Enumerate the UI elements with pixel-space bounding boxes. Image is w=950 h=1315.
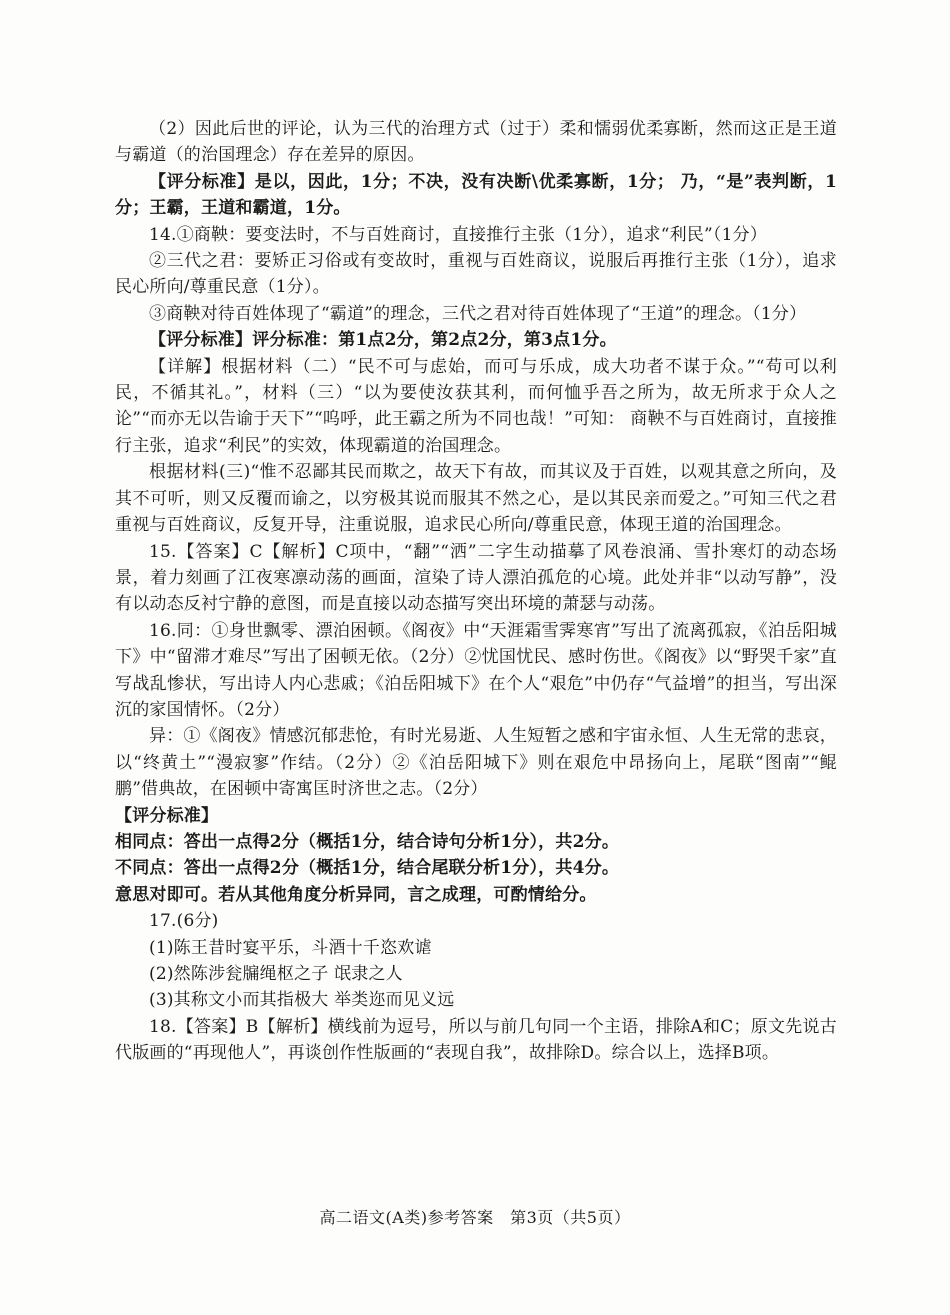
- answer-14-point1: 14.①商鞅：要变法时，不与百姓商讨，直接推行主张（1分），追求“利民”（1分）: [149, 224, 768, 245]
- answer-17-heading: 17.(6分): [149, 911, 219, 932]
- scoring-criteria-16-diff: 不同点：答出一点得2分（概括1分，结合尾联分析1分），共4分。: [115, 858, 620, 879]
- answer-17-line1: (1)陈王昔时宴平乐，斗酒十千恣欢谑: [149, 937, 432, 958]
- page-footer: 高二语文(A类)参考答案 第3页（共5页）: [319, 1208, 631, 1227]
- answer-17-line2: (2)然陈涉瓮牖绳枢之子 氓隶之人: [149, 964, 403, 984]
- answer-14-point3: ③商鞅对待百姓体现了“霸道”的理念，三代之君对待百姓体现了“王道”的理念。（1分）: [149, 303, 807, 324]
- scoring-criteria-16-heading: 【评分标准】: [115, 805, 219, 826]
- answer-15: 15.【答案】C【解析】C项中，“翻”“洒”二字生动描摹了风卷浪涌、雪扑寒灯的动态场景，着力刻画了江夜寒凛动荡的画面，渲染了诗人漂泊孤危的心境。此处并非“以动写静”，没有以动态反衬宁静的意图，而是直接以动态描写突出环境的萧瑟与动荡。: [115, 541, 837, 615]
- explanation-14: 【详解】根据材料（二）“民不可与虑始，而可与乐成，成大功者不谋于众。”“苟可以利民，不循其礼。”，材料（三）“以为要使汝获其利，而何恤乎吾之所为，故无所求于众人之论”“而亦无以告谕于天下”“呜呼，此王霸之所为不同也哉！”可知： 商鞅不与百姓商讨，直接推行主张，追求“利民”的实效，体现霸道的治国理念。: [115, 356, 837, 456]
- answer-16-diff: 异：①《阁夜》情感沉郁悲怆，有时光易逝、人生短暂之感和宇宙永恒、人生无常的悲哀，以“终黄土”“漫寂寥”作结。（2分）②《泊岳阳城下》则在艰危中昂扬向上，尾联“图南”“鲲鹏”借典故，在困顿中寄寓匡时济世之志。（2分）: [115, 726, 837, 800]
- explanation-14-cont: 根据材料(三)“惟不忍鄙其民而欺之，故天下有故，而其议及于百姓，以观其意之所向，及其不可听，则又反覆而谕之，以穷极其说而服其不然之心，是以其民亲而爱之。”可知三代之君重视与百姓商议，反复开导，注重说服，追求民心所向/尊重民意，体现王道的治国理念。: [115, 462, 837, 536]
- answer-18: 18.【答案】B【解析】横线前为逗号，所以与前几句同一个主语，排除A和C；原文先说古代版画的“再现他人”，再谈创作性版画的“表现自我”，故排除D。综合以上，选择B项。: [115, 1016, 837, 1064]
- answer-17-line3: (3)其称文小而其指极大 举类迩而见义远: [149, 990, 455, 1011]
- paragraph-13-part2: （2）因此后世的评论，认为三代的治理方式（过于）柔和懦弱优柔寡断，然而这正是王道与霸道（的治国理念）存在差异的原因。: [115, 119, 837, 166]
- answer-content: [115, 116, 837, 1067]
- scoring-criteria-14: 【评分标准】评分标准：第1点2分，第2点2分，第3点1分。: [149, 330, 617, 351]
- scoring-criteria-16-same: 相同点：答出一点得2分（概括1分，结合诗句分析1分），共2分。: [115, 831, 620, 852]
- scoring-criteria-13: 【评分标准】是以，因此，1分；不决，没有决断\优柔寡断，1分； 乃，“是”表判断，1分；王霸，王道和霸道，1分。: [115, 171, 837, 219]
- scoring-criteria-16-note: 意思对即可。若从其他角度分析异同，言之成理，可酌情给分。: [115, 884, 597, 905]
- answer-16-same: 16.同：①身世飘零、漂泊困顿。《阁夜》中“天涯霜雪霁寒宵”写出了流离孤寂，《泊岳阳城下》中“留滞才难尽”写出了困顿无依。（2分）②忧国忧民、感时伤世。《阁夜》以“野哭千家”直写战乱惨状，写出诗人内心悲戚；《泊岳阳城下》在个人“艰危”中仍存“气益增”的担当，写出深沉的家国情怀。（2分）: [115, 620, 837, 720]
- answer-14-point2: ②三代之君：要矫正习俗或有变故时，重视与百姓商议，说服后再推行主张（1分），追求民心所向/尊重民意（1分）。: [115, 251, 837, 298]
